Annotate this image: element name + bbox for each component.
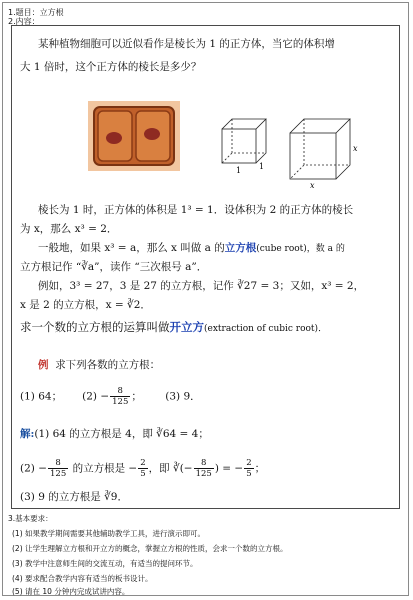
textbook-excerpt	[11, 25, 400, 509]
text-line-4: 为 x，那么 x³ = 2．	[20, 223, 118, 235]
cube-label-1b: 1	[259, 162, 265, 171]
requirement-3: (3) 教学中注意师生间的交流互动，有适当的提问环节。	[12, 559, 198, 568]
cube-label-1: 1	[236, 166, 242, 175]
example-line-1: 例如，3³ = 27，3 是 27 的立方根，记作 ∛27 = 3；又如，x³ = 2，	[38, 280, 365, 292]
cube-label-x: x	[310, 181, 315, 190]
definition-text-a: 一般地，如果 x³ = a，那么 x 叫做 a 的	[38, 242, 225, 254]
keyword-cube-root: 立方根	[224, 242, 257, 254]
problem-line-2: 大 1 倍时，这个正方体的棱长是多少？	[20, 61, 202, 73]
solution-1: (1) 64 的立方根是 4，即 ∛64 = 4；	[34, 428, 209, 440]
example-label: 例	[38, 359, 49, 371]
example-text: 求下列各数的立方根：	[55, 359, 161, 371]
definition-text-b: (cube root)，数 a 的	[256, 244, 345, 254]
requirement-1: (1) 如果教学期间需要其他辅助教学工具，进行演示即可。	[12, 529, 206, 538]
requirement-4: (4) 要求配合教学内容有适当的板书设计。	[12, 574, 153, 583]
operation-text-a: 求一个数的立方根的运算叫做	[20, 320, 170, 334]
text-line-3: 棱长为 1 时，正方体的体积是 1³ = 1．设体积为 2 的正方体的棱长	[38, 204, 354, 216]
problem-line-1: 某种植物细胞可以近似看作是棱长为 1 的正方体，当它的体积增	[38, 38, 335, 50]
title-line: 1.题目：立方根	[8, 8, 64, 17]
keyword-extraction: 开立方	[169, 320, 204, 334]
exercise-2-fraction: $\frac{8}{125}$	[112, 386, 129, 407]
example-heading	[38, 357, 399, 374]
requirement-2: (2) 让学生理解立方根和开立方的概念，掌握立方根的性质，会求一个数的立方根。	[12, 544, 288, 553]
exercise-line: (1) 64； (2) − $\frac{8}{125}$ ； (3) 9．	[20, 386, 201, 407]
exercise-1: (1) 64；	[20, 390, 63, 403]
notation-line: 立方根记作 “∛a”，读作 “三次根号 a”．	[20, 261, 208, 273]
solution-line-2: (2) − $\frac{8}{125}$ 的立方根是 − $\frac{2}{5}$ ，即 ∛(− $\frac{8}{125}$ ) = − $\frac{2}{5}$ ；	[20, 458, 266, 479]
plant-cell-image	[88, 101, 180, 171]
requirement-5: (5) 请在 10 分钟内完成试讲内容。	[12, 587, 130, 596]
exercise-2-prefix: (2) −	[82, 390, 110, 403]
solution-line-1	[20, 426, 399, 443]
operation-text-b: (extraction of cubic root)．	[204, 324, 328, 334]
solution-line-3: (3) 9 的立方根是 ∛9．	[20, 491, 128, 503]
solution-label: 解:	[20, 428, 35, 440]
requirements-label: 3.基本要求：	[8, 514, 53, 523]
cube-label-xb: x	[353, 144, 358, 153]
content-label: 2.内容：	[8, 17, 40, 26]
definition-line	[38, 240, 399, 258]
operation-line	[20, 319, 399, 338]
exercise-3: (3) 9．	[165, 390, 201, 403]
cubes-diagram	[212, 111, 372, 191]
example-line-2: x 是 2 的立方根，x = ∛2．	[20, 299, 151, 311]
